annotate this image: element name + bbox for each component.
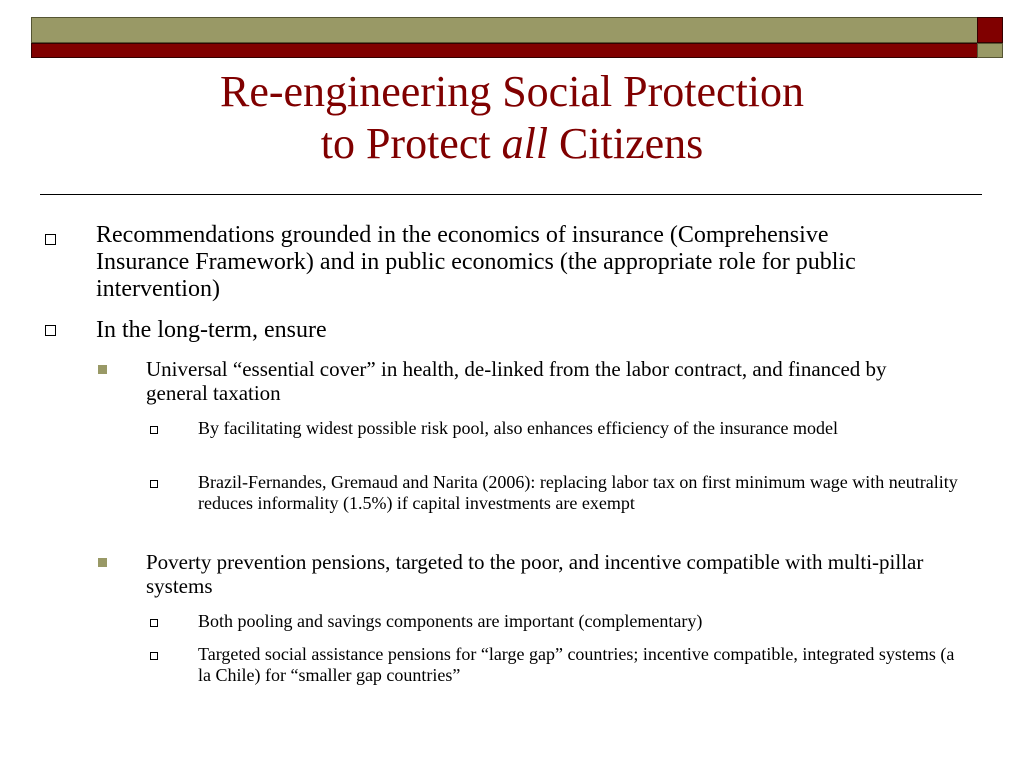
hollow-square-bullet-icon	[150, 652, 158, 660]
hollow-square-bullet-icon	[150, 619, 158, 627]
title-emphasis: all	[501, 119, 549, 168]
hollow-square-bullet-icon	[150, 480, 158, 488]
title-line-2	[40, 118, 984, 170]
title-line-2-post: Citizens	[548, 119, 704, 168]
bullet-text: Recommendations grounded in the economics of insurance (Comprehensive Insurance Framework) and in public economics (the appropriate role for public intervention)	[96, 222, 856, 302]
header-square-maroon	[977, 17, 1003, 43]
title-line-1: Re-engineering Social Protection	[219, 67, 805, 116]
bullet-text: In the long-term, ensure	[96, 317, 327, 343]
header-band-olive	[31, 17, 977, 43]
sub-sub-bullet-text: By facilitating widest possible risk pool, also enhances efficiency of the insurance model	[198, 418, 838, 438]
sub-sub-bullet-text: Brazil-Fernandes, Gremaud and Narita (2006): replacing labor tax on first minimum wage with neutrality reduces informality (1.5%) if capital investments are exempt	[198, 472, 958, 513]
filled-square-bullet-icon	[98, 558, 107, 567]
filled-square-bullet-icon	[98, 365, 107, 374]
title-line-2-pre: to Protect	[320, 119, 502, 168]
title-divider	[40, 194, 982, 195]
header-square-olive	[977, 43, 1003, 58]
header-band-maroon	[31, 43, 977, 58]
sub-bullet-text: Poverty prevention pensions, targeted to the poor, and incentive compatible with multi-pillar systems	[146, 550, 924, 598]
sub-bullet-text: Universal “essential cover” in health, de-linked from the labor contract, and financed by general taxation	[146, 357, 887, 405]
slide-title	[40, 66, 984, 170]
hollow-square-bullet-icon	[45, 325, 56, 336]
hollow-square-bullet-icon	[45, 234, 56, 245]
sub-sub-bullet-text: Both pooling and savings components are important (complementary)	[198, 611, 703, 631]
sub-sub-bullet-text: Targeted social assistance pensions for “large gap” countries; incentive compatible, integrated systems (a la Chile) for “smaller gap countries”	[198, 644, 955, 685]
hollow-square-bullet-icon	[150, 426, 158, 434]
